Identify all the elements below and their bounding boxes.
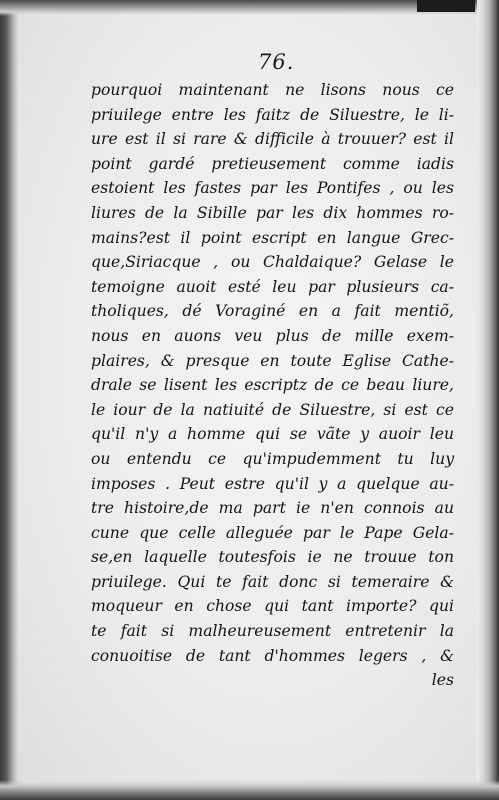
scan-bottom-shadow [0,780,499,800]
text-line: te fait si malheureusement entretenir la [91,622,454,641]
text-line: mains?est il point escript en langue Grec- [91,228,454,247]
text-line: liures de la Sibille par les dix hommes ro- [91,203,454,222]
text-line: moqueur en chose qui tant importe? qui [91,597,454,616]
text-line: nous en auons veu plus de mille exem- [91,326,454,345]
catchword: les [431,671,454,690]
body-text [91,78,454,693]
text-line: priuilege. Qui te fait donc si temeraire & [91,572,454,591]
text-line: temoigne auoit esté leu par plusieurs ca- [91,277,454,296]
text-line: pourquoi maintenant ne lisons nous ce [91,81,454,99]
text-line: estoient les fastes par les Pontifes , ou les [91,179,454,198]
text-line: priuilege entre les faitz de Siluestre, le li- [91,105,454,124]
text-line: tre histoire,de ma part ie n'en connois au [91,499,454,518]
text-line: que,Siriacque , ou Chaldaique? Gelase le [91,253,454,272]
text-line: point gardé pretieusement comme iadis [91,154,454,173]
text-line: drale se lisent les escriptz de ce beau liure, [91,376,454,395]
text-line: cune que celle alleguée par le Pape Gela- [91,523,454,542]
scan-top-notch [417,0,475,12]
text-line: qu'il n'y a homme qui se vãte y auoir leu [91,425,454,444]
text-line: se,en laquelle toutesfois ie ne trouue ton [91,548,454,567]
text-line: imposes . Peut estre qu'il y a quelque au- [91,474,454,493]
text-line: ou entendu ce qu'impudemment tu luy [91,449,454,468]
page-number: 76. [258,50,295,74]
text-line: plaires, & presque en toute Eglise Cathe- [91,351,454,370]
text-line: conuoitise de tant d'hommes legers , & [91,646,454,665]
text-line: le iour de la natiuité de Siluestre, si est ce [91,400,454,419]
text-line: tholiques, dé Voraginé en a fait mentiõ, [91,302,454,321]
scan-right-shadow [477,0,499,800]
text-line: ure est il si rare & difficile à trouuer? est il [91,130,454,149]
